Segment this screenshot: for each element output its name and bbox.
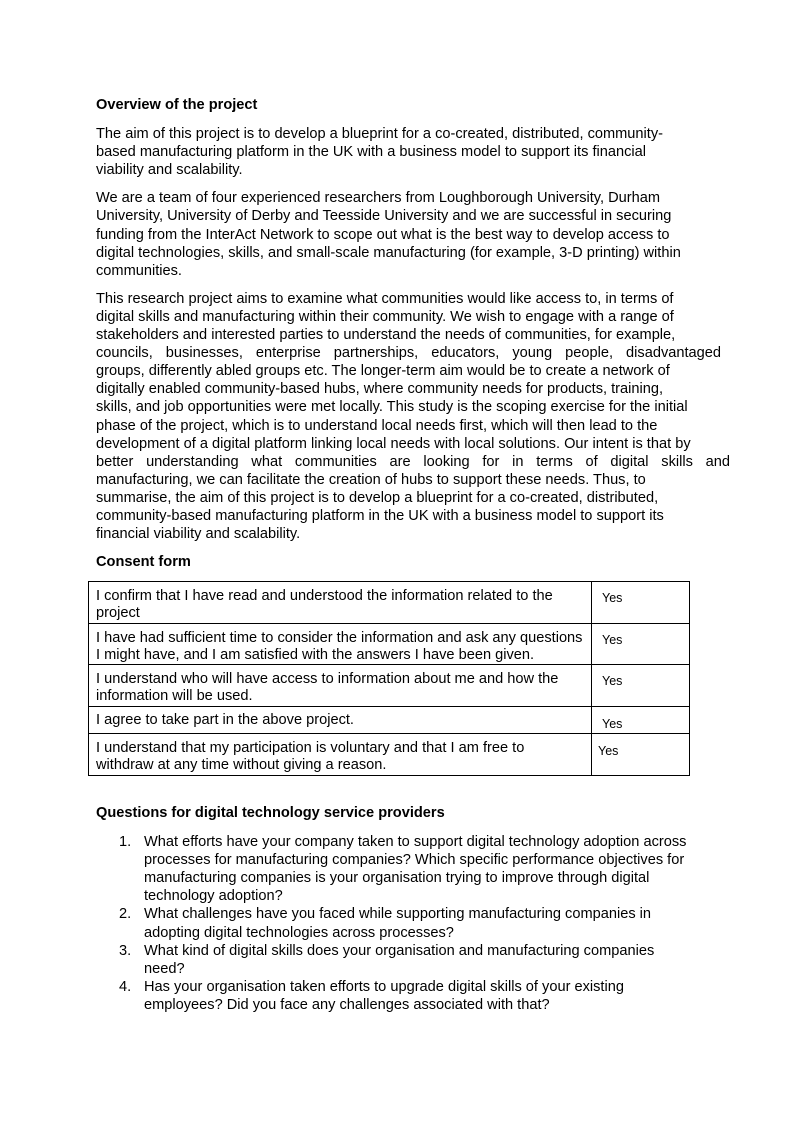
questions-list — [96, 833, 736, 1014]
table-row — [89, 665, 690, 707]
overview-paragraph-3 — [96, 290, 736, 543]
list-number: 2. — [119, 906, 132, 923]
text-line: I agree to take part in the above project. — [96, 712, 354, 728]
text-line: digital skills and manufacturing within their community. We wish to engage with a range of — [96, 308, 674, 325]
text-line: We are a team of four experienced researchers from Loughborough University, Durham — [96, 190, 661, 207]
text-line: This research project aims to examine what communities would like access to, in terms of — [96, 290, 674, 307]
consent-heading: Consent form — [96, 554, 191, 571]
text-line: adopting digital technologies across processes? — [144, 924, 454, 941]
overview-heading: Overview of the project — [96, 97, 258, 113]
text-line: communities. — [96, 262, 182, 279]
text-line: processes for manufacturing companies? Which specific performance objectives for — [144, 852, 685, 869]
overview-paragraph-2 — [96, 189, 736, 279]
text-line: need? — [144, 960, 185, 977]
list-number: 3. — [119, 942, 132, 959]
text-line: digital technologies, skills, and small-scale manufacturing (for example, 3-D printing) within — [96, 244, 681, 261]
text-line: development of a digital platform linking local needs with local solutions. Our intent is that by — [96, 435, 691, 452]
consent-statement — [89, 734, 592, 776]
text-line: Has your organisation taken efforts to upgrade digital skills of your existing — [144, 978, 624, 995]
text-line: I might have, and I am satisfied with the answers I have been given. — [96, 647, 535, 663]
questions-heading: Questions for digital technology service providers — [96, 805, 445, 821]
questions-section — [96, 804, 736, 1014]
list-number: 4. — [119, 978, 132, 995]
list-number: 1. — [119, 834, 132, 851]
text-line: councils, businesses, enterprise partnerships, educators, young people, disadvantaged — [96, 345, 721, 362]
text-line: What kind of digital skills does your organisation and manufacturing companies — [144, 942, 655, 959]
text-line: I understand that my participation is voluntary and that I am free to — [96, 740, 525, 756]
consent-answer: Yes — [592, 707, 690, 734]
text-line: University, University of Derby and Teesside University and we are successful in securing — [96, 208, 672, 225]
text-line: withdraw at any time without giving a reason. — [96, 757, 387, 773]
consent-table — [88, 581, 690, 776]
consent-statement — [89, 624, 592, 665]
text-line: employees? Did you face any challenges associated with that? — [144, 996, 550, 1013]
text-line: manufacturing companies is your organisation trying to improve through digital — [144, 870, 650, 887]
text-line: I understand who will have access to information about me and how the — [96, 671, 559, 687]
text-line: What challenges have you faced while supporting manufacturing companies in — [144, 906, 652, 923]
text-line: stakeholders and interested parties to understand the needs of communities, for example, — [96, 327, 676, 344]
text-line: What efforts have your company taken to support digital technology adoption across — [144, 834, 687, 851]
list-item — [96, 978, 736, 1014]
consent-statement — [89, 707, 592, 734]
text-line: skills, and job opportunities were met locally. This study is the scoping exercise for the initial — [96, 399, 688, 416]
text-line: summarise, the aim of this project is to develop a blueprint for a co-created, distributed, — [96, 489, 659, 506]
text-line: better understanding what communities are looking for in terms of digital skills and — [96, 453, 730, 470]
text-line: viability and scalability. — [96, 162, 243, 179]
text-line: information will be used. — [96, 688, 253, 704]
list-item — [96, 833, 736, 905]
consent-answer: Yes — [592, 734, 690, 776]
text-line: phase of the project, which is to understand local needs first, which will then lead to the — [96, 417, 658, 434]
consent-answer: Yes — [592, 665, 690, 707]
consent-answer: Yes — [592, 624, 690, 665]
text-line: based manufacturing platform in the UK with a business model to support its financial — [96, 144, 646, 161]
consent-statement — [89, 582, 592, 624]
consent-answer: Yes — [592, 582, 690, 624]
text-line: project — [96, 605, 140, 621]
text-line: community-based manufacturing platform in the UK with a business model to support its — [96, 507, 664, 524]
overview-paragraph-1 — [96, 125, 736, 179]
text-line: The aim of this project is to develop a blueprint for a co-created, distributed, community- — [96, 126, 663, 143]
text-line: I have had sufficient time to consider the information and ask any questions — [96, 630, 583, 646]
text-line: financial viability and scalability. — [96, 526, 301, 543]
list-item — [96, 942, 736, 978]
text-line: funding from the InterAct Network to scope out what is the best way to develop access to — [96, 226, 670, 243]
table-row — [89, 624, 690, 665]
text-line: technology adoption? — [144, 888, 283, 905]
text-line: I confirm that I have read and understood the information related to the — [96, 588, 553, 604]
table-row — [89, 582, 690, 624]
text-line: digitally enabled community-based hubs, where community needs for products, training, — [96, 381, 664, 398]
consent-statement — [89, 665, 592, 707]
table-row — [89, 707, 690, 734]
table-row — [89, 734, 690, 776]
text-line: groups, differently abled groups etc. The longer-term aim would be to create a network of — [96, 363, 670, 380]
document-page — [96, 96, 736, 1013]
text-line: manufacturing, we can facilitate the creation of hubs to support these needs. Thus, to — [96, 471, 646, 488]
list-item — [96, 905, 736, 941]
